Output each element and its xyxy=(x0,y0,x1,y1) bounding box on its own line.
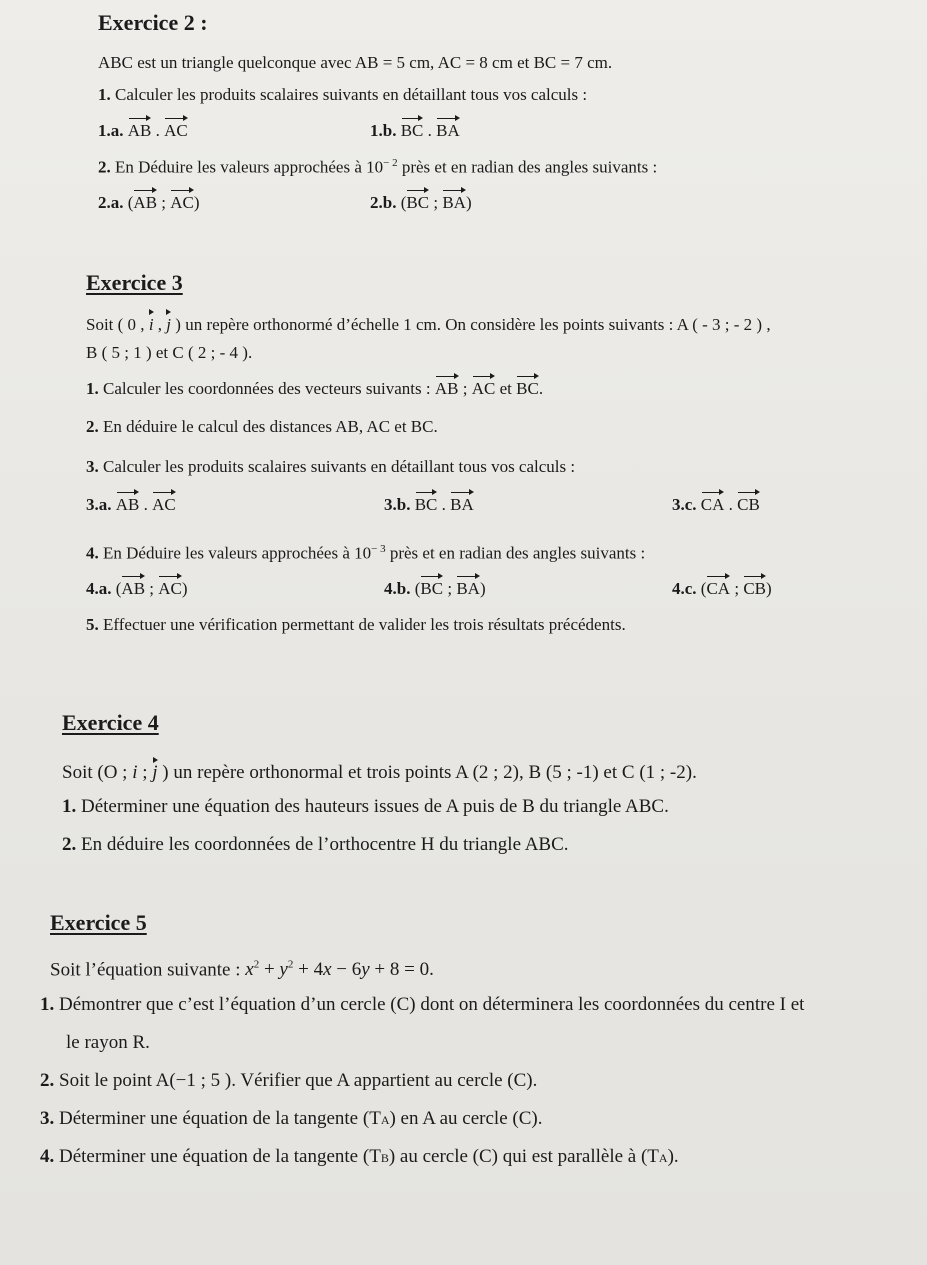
exercise-2-question-2b: 2.b. (BC ; BA) xyxy=(370,188,472,214)
exercise-5-question-4: 4. Déterminer une équation de la tangente (TB) au cercle (C) qui est parallèle à (TA). xyxy=(40,1146,679,1167)
exercise-3-intro-line-2: B ( 5 ; 1 ) et C ( 2 ; - 4 ). xyxy=(86,343,253,362)
exercise-3-question-3c: 3.c. CA . CB xyxy=(672,490,760,516)
exercise-5-title: Exercice 5 xyxy=(50,910,147,935)
exercise-4-question-1: 1. Déterminer une équation des hauteurs issues de A puis de B du triangle ABC. xyxy=(62,796,669,817)
circle-equation: $x^2 + y^2 + 4x - 6y + 8 = 0$. xyxy=(245,959,434,981)
exercise-2-intro: ABC est un triangle quelconque avec AB = 5 cm, AC = 8 cm et BC = 7 cm. xyxy=(98,53,613,72)
exercise-2-question-2a: 2.a. (AB ; AC) xyxy=(98,188,200,214)
exercise-5-question-2: 2. Soit le point A(−1 ; 5 ). Vérifier que A appartient au cercle (C). xyxy=(40,1070,538,1091)
exercise-2-title: Exercice 2 : xyxy=(98,10,208,35)
exercise-3-question-2: 2. En déduire le calcul des distances AB, AC et BC. xyxy=(86,417,438,436)
exercise-3-title: Exercice 3 xyxy=(86,270,183,295)
exercise-3-question-4: 4. En Déduire les valeurs approchées à $10^{- 3}$ près et en radian des angles suivants : xyxy=(86,543,646,563)
exercise-4-title: Exercice 4 xyxy=(62,710,159,735)
exercise-5-question-1: 1. Démontrer que c’est l’équation d’un cercle (C) dont on déterminera les coordonnées du centre I et xyxy=(40,994,805,1015)
exercise-2-question-1b: 1.b. BC . BA xyxy=(370,116,460,142)
exercise-5-intro: Soit l’équation suivante : $x^2 + y^2 + 4x - 6y + 8 = 0$. xyxy=(50,959,434,981)
exercise-2-question-2: 2. En Déduire les valeurs approchées à $10^{- 2}$ près et en radian des angles suivants : xyxy=(98,157,658,177)
exercise-3-question-4c: 4.c. (CA ; CB) xyxy=(672,574,772,600)
exercise-3-question-5: 5. Effectuer une vérification permettant de valider les trois résultats précédents. xyxy=(86,615,626,634)
exercise-4-question-2: 2. En déduire les coordonnées de l’orthocentre H du triangle ABC. xyxy=(62,834,569,855)
exercise-4-intro: Soit (O ; i ; j ) un repère orthonormal et trois points A (2 ; 2), B (5 ; -1) et C (1 ; -2). xyxy=(62,758,697,784)
exercise-3-question-3b: 3.b. BC . BA xyxy=(384,490,474,516)
exercise-3-intro: Soit ( 0 , i , j ) un repère orthonormé d’échelle 1 cm. On considère les points suivants : A ( - 3 ; - 2 ) , xyxy=(86,310,771,336)
exercise-5-question-1-line-2: le rayon R. xyxy=(66,1032,150,1053)
exercise-3-question-1: 1. Calculer les coordonnées des vecteurs suivants : AB ; AC et BC. xyxy=(86,374,543,400)
exercise-5-question-3: 3. Déterminer une équation de la tangente (TA) en A au cercle (C). xyxy=(40,1108,543,1129)
exercise-3-question-3a: 3.a. AB . AC xyxy=(86,490,176,516)
exercise-3-question-4a: 4.a. (AB ; AC) xyxy=(86,574,188,600)
exercise-2-question-1: 1. Calculer les produits scalaires suivants en détaillant tous vos calculs : xyxy=(98,85,588,104)
exercise-2-question-1a: 1.a. AB . AC xyxy=(98,116,188,142)
exercise-3-question-4b: 4.b. (BC ; BA) xyxy=(384,574,486,600)
exercise-3-question-3: 3. Calculer les produits scalaires suivants en détaillant tous vos calculs : xyxy=(86,457,576,476)
